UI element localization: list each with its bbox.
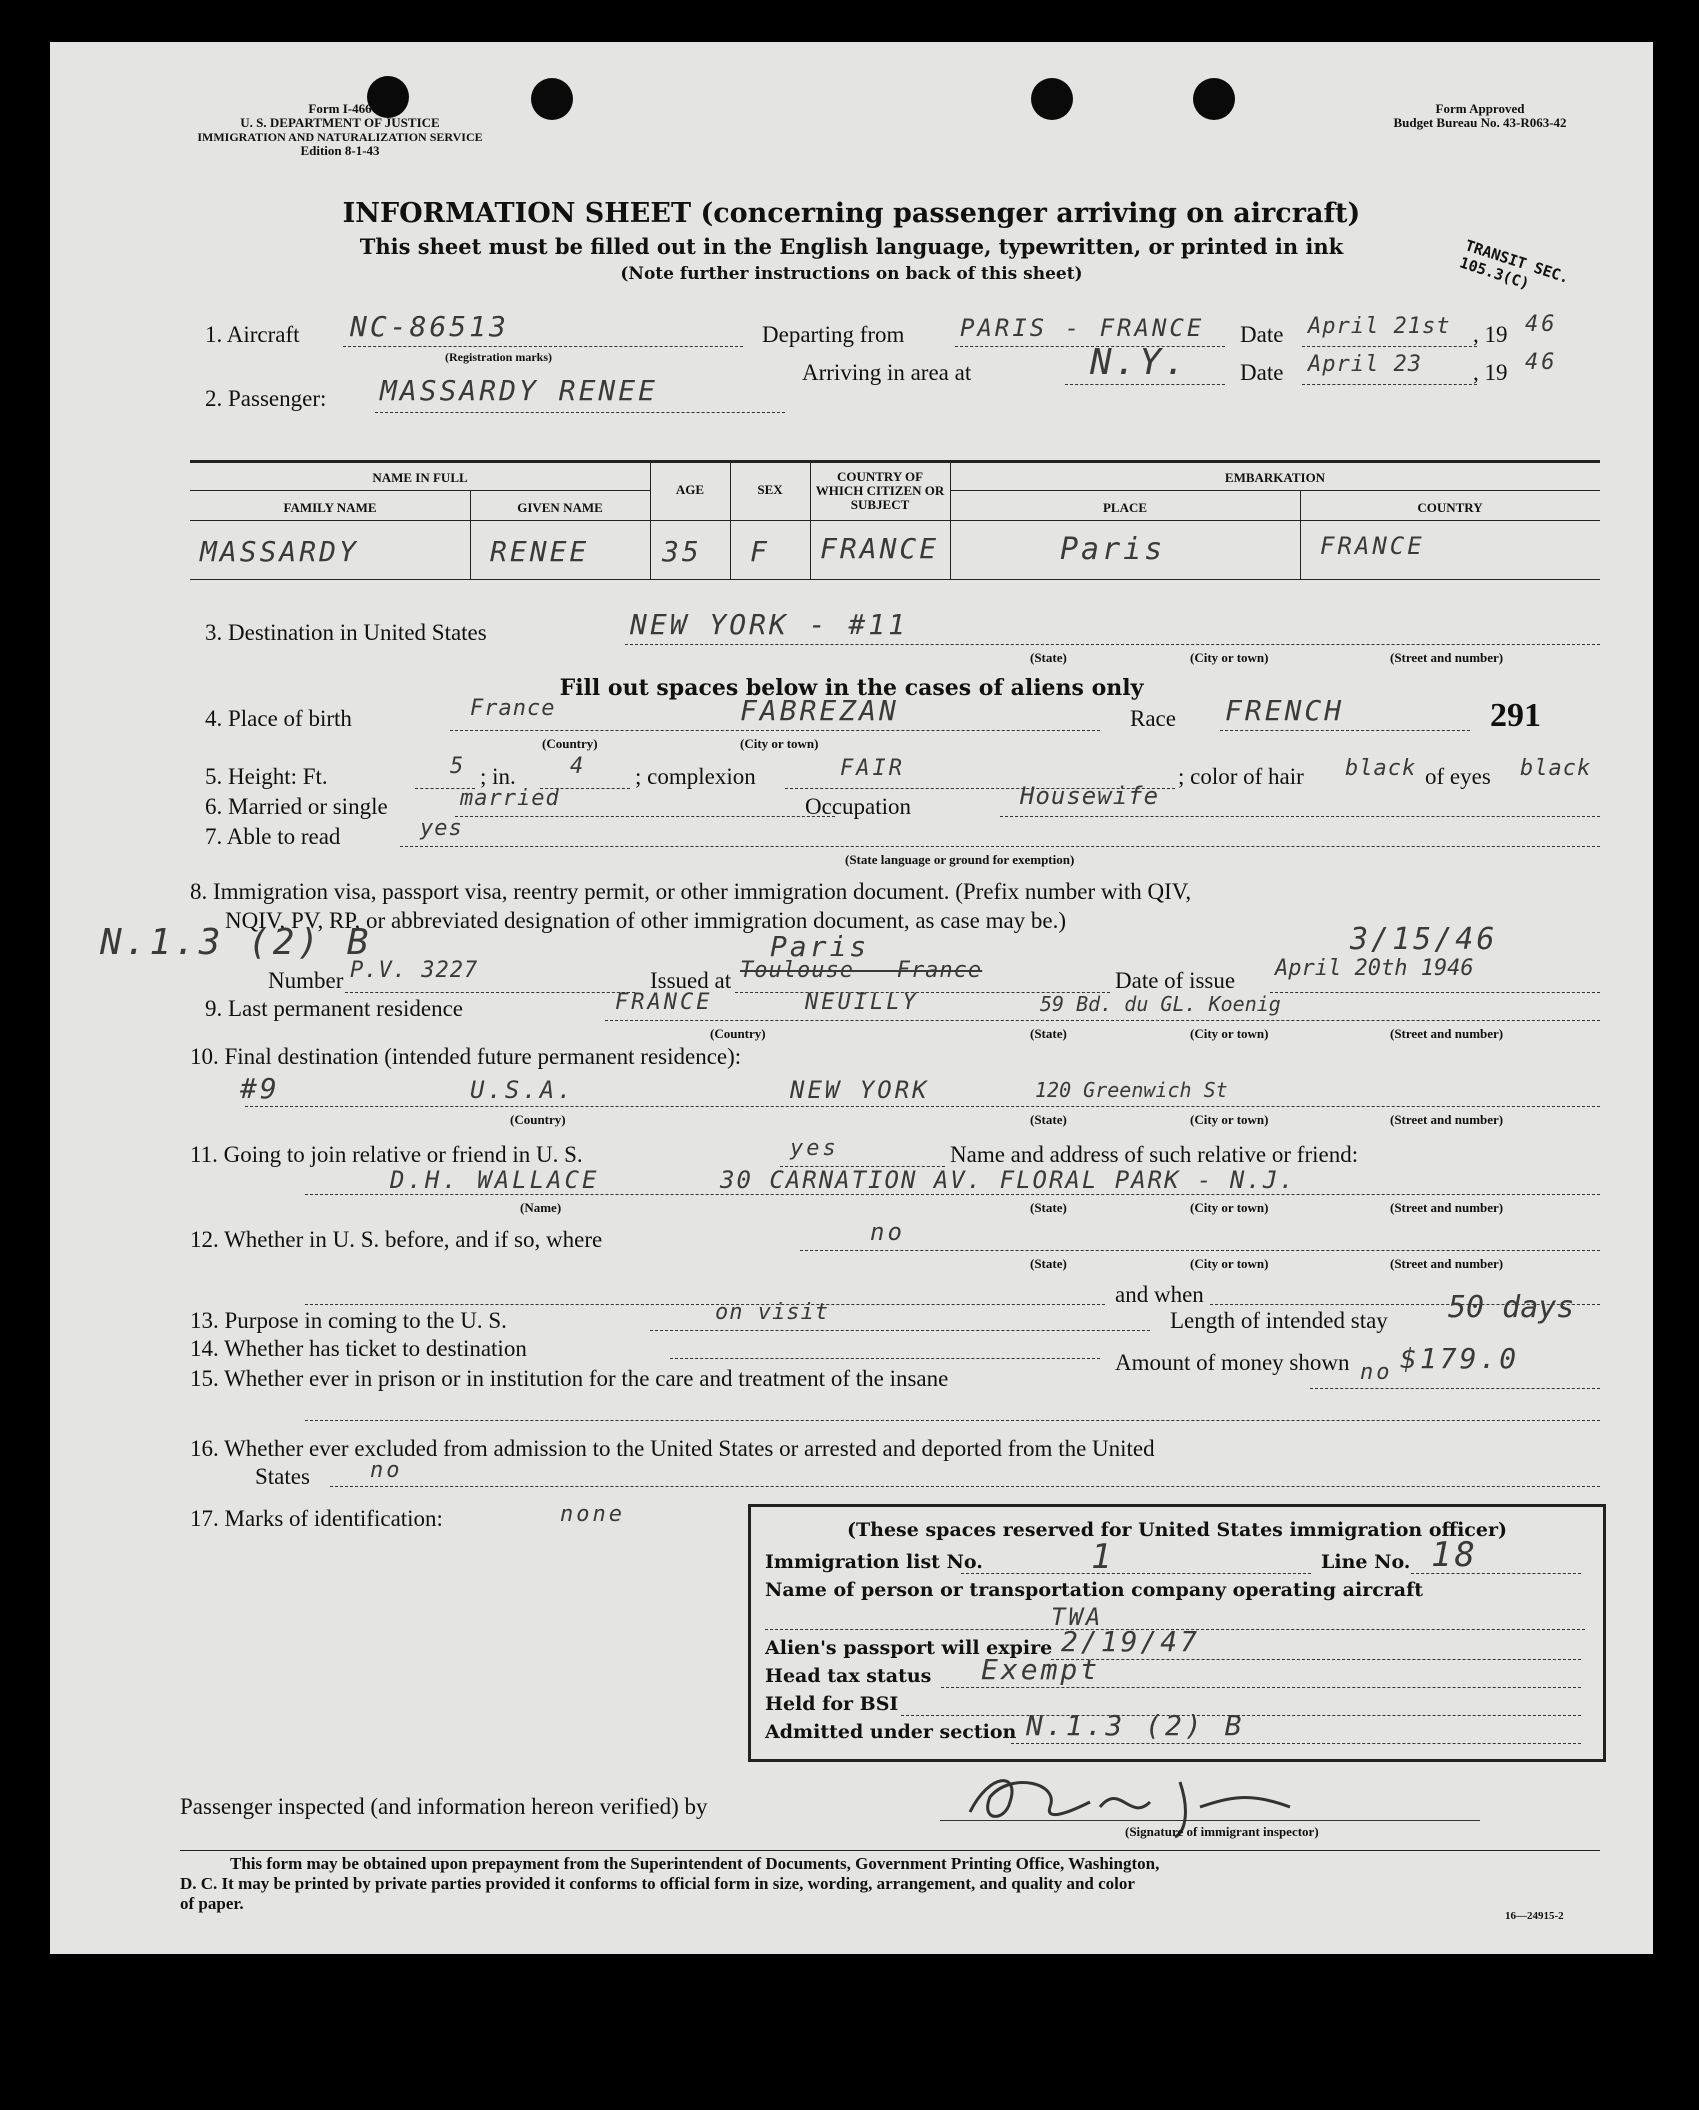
marital-value: married <box>460 786 560 811</box>
stay-value: 50 days <box>1448 1290 1575 1325</box>
depart-date: April 21st <box>1308 314 1451 339</box>
race-value: FRENCH <box>1225 694 1345 727</box>
height-in: 4 <box>570 754 587 779</box>
expire-label: Alien's passport will expire <box>765 1637 1053 1659</box>
complexion-label: ; complexion <box>635 764 756 789</box>
marital-label: 6. Married or single <box>205 794 388 819</box>
line-value: 18 <box>1431 1535 1478 1575</box>
issue-date: April 20th 1946 <box>1275 956 1474 981</box>
sex-value: F <box>750 535 770 568</box>
tax-value: Exempt <box>981 1653 1101 1686</box>
age-value: 35 <box>662 535 702 568</box>
friend-name: D.H. WALLACE <box>390 1166 600 1194</box>
place-value: Paris <box>1060 532 1166 567</box>
punch-hole <box>1193 78 1235 120</box>
departing-value: PARIS - FRANCE <box>960 314 1205 342</box>
citizen-value: FRANCE <box>820 532 940 565</box>
when-label: and when <box>1115 1282 1204 1307</box>
service: IMMIGRATION AND NATURALIZATION SERVICE <box>197 130 483 144</box>
list-value: 1 <box>1091 1537 1115 1577</box>
passenger-value: MASSARDY RENEE <box>380 374 659 407</box>
prison-value: no <box>1360 1360 1393 1385</box>
money-label: Amount of money shown <box>1115 1350 1350 1375</box>
family-name-header: FAMILY NAME <box>283 500 377 515</box>
form-title: INFORMATION SHEET (concerning passenger arriving on aircraft) <box>342 198 1361 229</box>
expire-value: 2/19/47 <box>1061 1625 1201 1658</box>
form-instructions: This sheet must be filled out in the English language, typewritten, or printed in ink <box>359 234 1344 259</box>
footer-line-1: This form may be obtained upon prepayment from the Superintendent of Documents, Government Printing Office, Washington, <box>230 1854 1160 1873</box>
occupation-label: Occupation <box>805 794 912 819</box>
final-country-sub: (Country) <box>510 1112 566 1127</box>
issued-value: Toulouse - France <box>740 958 983 983</box>
eyes-label: of eyes <box>1425 764 1491 789</box>
sex-header: SEX <box>757 482 783 497</box>
friend-name-sub: (Name) <box>520 1200 562 1215</box>
residence-city-sub: (City or town) <box>1190 1026 1269 1041</box>
country-value: FRANCE <box>1320 532 1425 560</box>
arrive-year: 46 <box>1525 350 1558 375</box>
transit-stamp: TRANSIT SEC. 105.3(C) <box>1457 236 1572 293</box>
birth-city: FABREZAN <box>740 694 899 727</box>
birth-country-sub: (Country) <box>542 736 598 751</box>
hair-label: ; color of hair <box>1178 764 1304 789</box>
form-code: 291 <box>1490 697 1541 734</box>
height-ft: 5 <box>450 754 467 779</box>
form-page <box>50 42 1653 1954</box>
occupation-value: Housewife <box>1020 782 1160 810</box>
given-name-value: RENEE <box>490 535 590 568</box>
document-text-1: 8. Immigration visa, passport visa, reentry permit, or other immigration document. (Prefix number with QIV, <box>190 879 1192 904</box>
before-city-sub: (City or town) <box>1190 1256 1269 1271</box>
friend-label: Name and address of such relative or friend: <box>950 1142 1359 1167</box>
form-number: Form I-466 <box>308 101 372 116</box>
footer-code: 16—24915-2 <box>1505 1910 1564 1922</box>
name-in-full-header: NAME IN FULL <box>372 470 468 485</box>
given-name-header: GIVEN NAME <box>517 500 603 515</box>
friend-city-sub: (City or town) <box>1190 1200 1269 1215</box>
city-sub: (City or town) <box>1190 650 1269 665</box>
year-prefix: , 19 <box>1473 322 1508 347</box>
residence-country: FRANCE <box>615 990 713 1015</box>
final-destination-mark: #9 <box>240 1072 280 1105</box>
height-in-label: ; in. <box>480 764 516 789</box>
prison-label: 15. Whether ever in prison or in institution for the care and treatment of the insane <box>190 1366 949 1391</box>
country-header: COUNTRY <box>1417 500 1483 515</box>
depart-year: 46 <box>1525 312 1558 337</box>
officer-box <box>748 1504 1606 1762</box>
footer-line-3: of paper. <box>180 1894 244 1913</box>
height-label: 5. Height: Ft. <box>205 764 328 789</box>
age-header: AGE <box>675 482 705 497</box>
residence-state-sub: (State) <box>1030 1026 1067 1041</box>
tax-label: Head tax status <box>765 1665 932 1687</box>
arrive-date: April 23 <box>1308 352 1422 377</box>
join-value: yes <box>790 1136 839 1161</box>
officer-title: (These spaces reserved for United States immigration officer) <box>847 1519 1507 1541</box>
final-city-sub: (City or town) <box>1190 1112 1269 1127</box>
registration-sub: (Registration marks) <box>445 350 552 364</box>
punch-hole <box>531 78 573 120</box>
issue-date-correction: 3/15/46 <box>1350 922 1498 957</box>
residence-street-sub: (Street and number) <box>1390 1026 1504 1041</box>
final-destination-state: NEW YORK <box>790 1076 930 1104</box>
form-header-left <box>180 102 500 158</box>
complexion-value: FAIR <box>840 756 905 781</box>
eyes-value: black <box>1520 756 1592 781</box>
document-number: P.V. 3227 <box>350 958 479 983</box>
list-label: Immigration list No. <box>765 1551 983 1573</box>
form-approved: Form Approved <box>1435 101 1525 116</box>
birth-city-sub: (City or town) <box>740 736 819 751</box>
marks-value: none <box>560 1502 625 1527</box>
document-number-label: Number <box>268 968 344 993</box>
section-value: N.1.3 (2) B <box>1026 1709 1245 1742</box>
budget-bureau: Budget Bureau No. 43-R063-42 <box>1393 115 1567 130</box>
friend-address: 30 CARNATION AV. FLORAL PARK - N.J. <box>720 1166 1296 1194</box>
operator-value: TWA <box>1051 1603 1104 1631</box>
read-label: 7. Able to read <box>205 824 341 849</box>
aliens-note: Fill out spaces below in the cases of aliens only <box>559 675 1144 701</box>
destination-value: NEW YORK - #11 <box>630 608 909 641</box>
marks-label: 17. Marks of identification: <box>190 1506 443 1531</box>
section-label: Admitted under section <box>765 1721 1017 1743</box>
passenger-label: 2. Passenger: <box>205 386 327 411</box>
operator-label: Name of person or transportation company operating aircraft <box>765 1579 1424 1601</box>
residence-state: NEUILLY <box>805 990 919 1015</box>
inspection-label: Passenger inspected (and information hereon verified) by <box>180 1794 708 1819</box>
purpose-label: 13. Purpose in coming to the U. S. <box>190 1308 507 1333</box>
excluded-text-2: States <box>255 1464 310 1489</box>
date-label: Date <box>1240 322 1284 347</box>
footer-line-2: D. C. It may be printed by private parties provided it conforms to official form in size, wording, arrangement, and quality and color <box>180 1874 1135 1893</box>
bsi-label: Held for BSI <box>765 1693 899 1715</box>
form-note: (Note further instructions on back of this sheet) <box>620 264 1083 284</box>
final-destination-street: 120 Greenwich St <box>1035 1078 1228 1102</box>
before-state-sub: (State) <box>1030 1256 1067 1271</box>
aircraft-value: NC-86513 <box>350 310 509 343</box>
ticket-label: 14. Whether has ticket to destination <box>190 1336 527 1361</box>
residence-street: 59 Bd. du GL. Koenig <box>1040 992 1281 1016</box>
embarkation-header: EMBARKATION <box>1224 470 1326 485</box>
birth-country: France <box>470 696 556 721</box>
place-header: PLACE <box>1102 500 1148 515</box>
before-value: no <box>870 1218 905 1246</box>
money-value: $179.0 <box>1400 1342 1520 1375</box>
read-value: yes <box>420 816 463 841</box>
line-label: Line No. <box>1321 1551 1411 1573</box>
residence-country-sub: (Country) <box>710 1026 766 1041</box>
document-margin-note: N.1.3 (2) B <box>100 922 372 963</box>
family-name-value: MASSARDY <box>200 535 359 568</box>
arrive-year-prefix: , 19 <box>1473 360 1508 385</box>
form-header-right <box>1340 102 1620 130</box>
arrive-date-label: Date <box>1240 360 1284 385</box>
stay-label: Length of intended stay <box>1170 1308 1388 1333</box>
final-state-sub: (State) <box>1030 1112 1067 1127</box>
issued-correction: Paris <box>770 930 870 963</box>
arriving-value: N.Y. <box>1090 342 1189 383</box>
department: U. S. DEPARTMENT OF JUSTICE <box>240 115 440 130</box>
punch-hole <box>1031 78 1073 120</box>
aircraft-label: 1. Aircraft <box>205 322 300 347</box>
street-sub: (Street and number) <box>1390 650 1504 665</box>
state-sub: (State) <box>1030 650 1067 665</box>
final-destination-country: U.S.A. <box>470 1076 575 1104</box>
citizen-header: COUNTRY OF WHICH CITIZEN OR SUBJECT <box>815 469 945 512</box>
residence-label: 9. Last permanent residence <box>205 996 463 1021</box>
excluded-value: no <box>370 1458 403 1483</box>
before-label: 12. Whether in U. S. before, and if so, where <box>190 1227 603 1252</box>
friend-state-sub: (State) <box>1030 1200 1067 1215</box>
arriving-label: Arriving in area at <box>802 360 972 385</box>
issue-date-label: Date of issue <box>1115 968 1236 993</box>
read-sub: (State language or ground for exemption) <box>845 852 1075 867</box>
signature-sub: (Signature of immigrant inspector) <box>1125 1824 1319 1839</box>
final-destination-label: 10. Final destination (intended future permanent residence): <box>190 1044 742 1069</box>
edition: Edition 8-1-43 <box>300 143 380 158</box>
hair-value: black <box>1345 756 1417 781</box>
join-label: 11. Going to join relative or friend in U. S. <box>190 1142 583 1167</box>
purpose-value: on visit <box>715 1300 829 1325</box>
before-street-sub: (Street and number) <box>1390 1256 1504 1271</box>
destination-label: 3. Destination in United States <box>205 620 487 645</box>
excluded-text-1: 16. Whether ever excluded from admission to the United States or arrested and deported from the United <box>190 1436 1155 1461</box>
race-label: Race <box>1130 706 1176 731</box>
birth-label: 4. Place of birth <box>205 706 352 731</box>
friend-street-sub: (Street and number) <box>1390 1200 1504 1215</box>
document-text-2: NQIV, PV, RP, or abbreviated designation of other immigration document, as case may be.) <box>225 908 1067 933</box>
departing-label: Departing from <box>762 322 905 347</box>
final-street-sub: (Street and number) <box>1390 1112 1504 1127</box>
issued-label: Issued at <box>650 968 732 993</box>
